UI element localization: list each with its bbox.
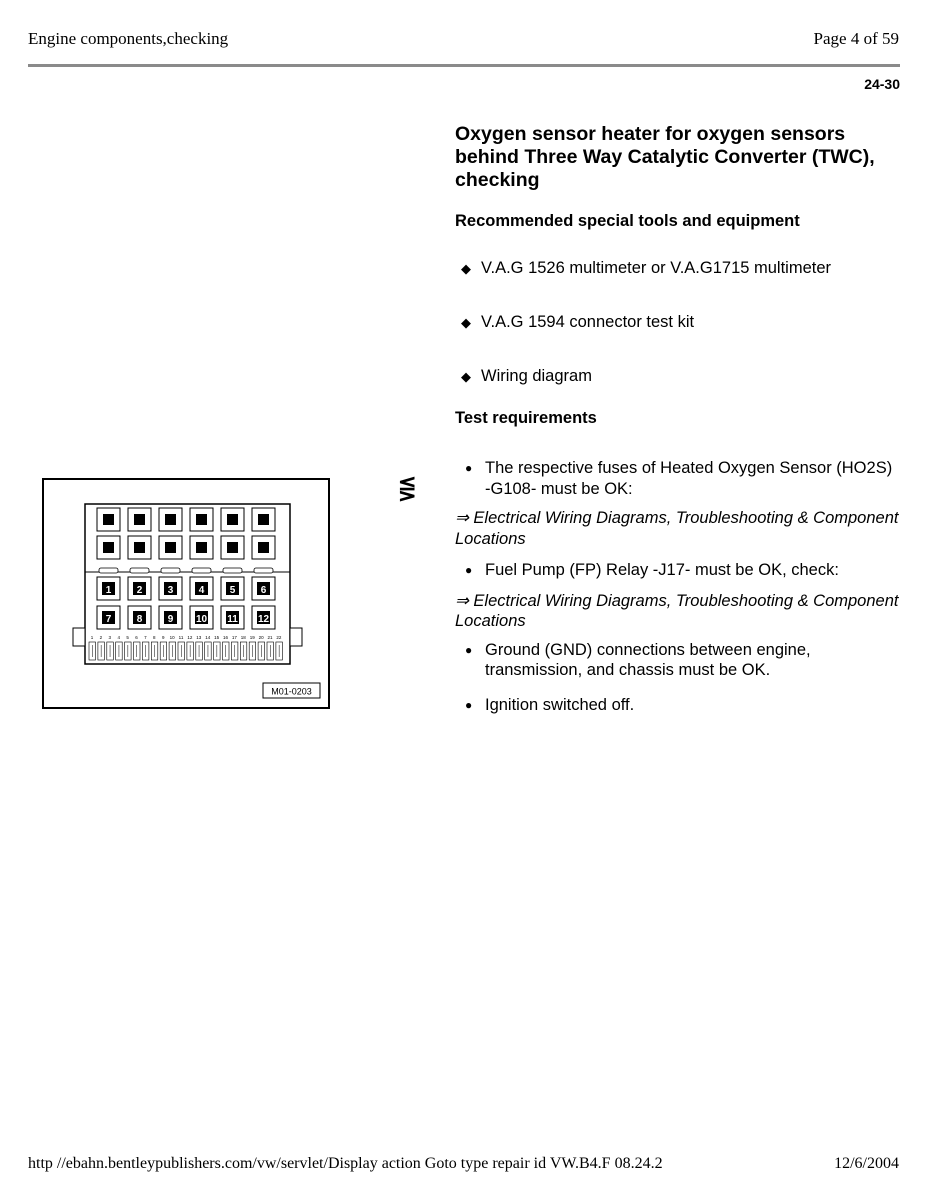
tool-item xyxy=(455,366,900,387)
relay-slot xyxy=(221,577,244,600)
pin-number: 12 xyxy=(187,635,193,640)
requirement-text: Ground (GND) connections between engine, transmission, and chassis must be OK. xyxy=(485,640,811,679)
relay-number: 10 xyxy=(195,614,208,625)
dot-bullet-icon: ● xyxy=(465,461,473,475)
tools-heading: Recommended special tools and equipment xyxy=(455,212,800,230)
pin-number: 18 xyxy=(240,635,246,640)
fuse-slot xyxy=(221,508,244,531)
requirements-list-1 xyxy=(455,458,900,499)
relay-slot xyxy=(97,606,120,629)
tool-item xyxy=(455,312,900,333)
tool-item-label: V.A.G 1526 multimeter or V.A.G1715 multimeter xyxy=(481,259,832,277)
main-content xyxy=(455,123,900,715)
section-title: Oxygen sensor heater for oxygen sensors behind Three Way Catalytic Converter (TWC), checking xyxy=(455,123,875,191)
pin-number: 10 xyxy=(169,635,175,640)
relay-number: 3 xyxy=(167,585,174,596)
relay-slot xyxy=(159,577,182,600)
relay-slot xyxy=(128,577,151,600)
fuse-slot xyxy=(252,536,275,559)
pin-number: 19 xyxy=(249,635,255,640)
tools-list xyxy=(455,258,900,387)
wiring-diagram-reference[interactable]: ⇒ Electrical Wiring Diagrams, Troubleshooting & Component Locations xyxy=(455,509,899,548)
requirements-heading: Test requirements xyxy=(455,409,597,427)
pin-number: 15 xyxy=(214,635,220,640)
fuse-relay-panel-figure xyxy=(42,478,330,709)
dot-bullet-icon: ● xyxy=(465,697,473,712)
relay-number: 2 xyxy=(136,585,143,596)
fuse-slot xyxy=(128,508,151,531)
requirements-list-3 xyxy=(455,640,900,716)
relay-number: 6 xyxy=(260,585,267,596)
dot-bullet-icon: ● xyxy=(465,642,473,657)
relay-slot xyxy=(97,577,120,600)
requirement-text: The respective fuses of Heated Oxygen Sensor (HO2S) -G108- must be OK: xyxy=(485,459,893,498)
relay-number: 1 xyxy=(105,585,112,596)
fuse-slot xyxy=(159,508,182,531)
fuse-relay-panel-diagram xyxy=(44,480,328,707)
fuse-slot xyxy=(190,536,213,559)
requirement-item xyxy=(455,640,900,681)
fuse-slot xyxy=(159,536,182,559)
pin-number: 6 xyxy=(135,635,138,640)
relay-number: 8 xyxy=(136,614,143,625)
requirement-item xyxy=(455,695,900,716)
pin-number: 22 xyxy=(276,635,282,640)
requirement-item xyxy=(455,560,900,581)
dot-bullet-icon: ● xyxy=(465,563,473,577)
fuse-slot xyxy=(128,536,151,559)
tool-item-label: V.A.G 1594 connector test kit xyxy=(481,313,695,331)
footer-url: http //ebahn.bentleypublishers.com/vw/servlet/Display action Goto type repair id VW.B4.F 08.24.2 xyxy=(28,1155,663,1172)
pin-number: 11 xyxy=(178,635,184,640)
pin-number: 4 xyxy=(117,635,120,640)
tool-item xyxy=(455,258,900,279)
requirement-item xyxy=(455,458,900,499)
relay-slot xyxy=(190,606,213,629)
pin-number: 20 xyxy=(258,635,264,640)
requirement-text: Fuel Pump (FP) Relay -J17- must be OK, check: xyxy=(485,561,839,579)
relay-slot xyxy=(252,606,275,629)
diamond-bullet-icon: ◆ xyxy=(461,315,471,330)
relay-slot xyxy=(128,606,151,629)
relay-number: 11 xyxy=(227,614,238,625)
pin-number: 21 xyxy=(267,635,273,640)
diamond-bullet-icon: ◆ xyxy=(461,261,471,276)
pin-number: 2 xyxy=(99,635,103,640)
wiring-diagram-reference[interactable]: ⇒ Electrical Wiring Diagrams, Troubleshooting & Component Locations xyxy=(455,591,899,630)
fuse-slot xyxy=(221,536,244,559)
relay-number: 4 xyxy=(198,585,205,596)
relay-number: 9 xyxy=(167,614,174,625)
relay-slot xyxy=(221,606,244,629)
pin-number: 9 xyxy=(161,635,165,640)
pin-number: 16 xyxy=(222,635,229,640)
requirements-list-2 xyxy=(455,560,900,581)
fuse-slot xyxy=(190,508,213,531)
pin-number: 1 xyxy=(90,635,94,640)
relay-slot xyxy=(252,577,275,600)
pin-number: 14 xyxy=(205,635,211,640)
relay-number: 12 xyxy=(257,614,270,625)
pin-number: 7 xyxy=(144,635,147,640)
pin-number: 5 xyxy=(126,635,129,640)
pin-number: 17 xyxy=(231,635,237,640)
pin-number: 3 xyxy=(108,635,112,640)
diamond-bullet-icon: ◆ xyxy=(461,369,471,384)
pin-number: 8 xyxy=(153,635,156,640)
tool-item-label: Wiring diagram xyxy=(481,367,592,385)
repair-page-number: 24-30 xyxy=(864,76,900,92)
relay-number: 7 xyxy=(105,614,112,625)
header-page-indicator: Page 4 of 59 xyxy=(813,29,899,48)
fuse-slot xyxy=(97,536,120,559)
requirement-text: Ignition switched off. xyxy=(485,695,635,714)
pin-number: 13 xyxy=(196,635,202,640)
fuse-slot xyxy=(97,508,120,531)
figure-pointer-icon: ⋚ xyxy=(398,476,417,501)
figure-code: M01-0203 xyxy=(271,686,312,697)
fuse-slot xyxy=(252,508,275,531)
relay-slot xyxy=(159,606,182,629)
relay-slot xyxy=(190,577,213,600)
footer-date: 12/6/2004 xyxy=(834,1155,899,1172)
header-title: Engine components,checking xyxy=(28,29,229,48)
header-divider xyxy=(28,64,900,67)
relay-number: 5 xyxy=(229,585,236,596)
